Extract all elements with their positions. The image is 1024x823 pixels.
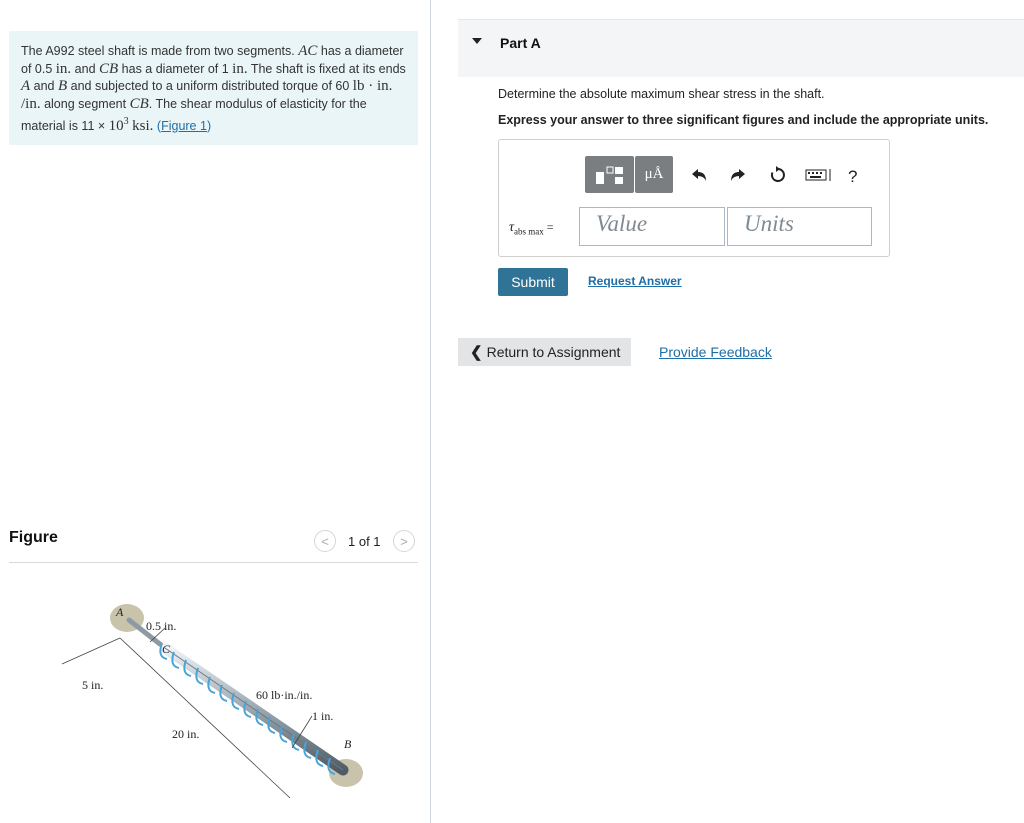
collapse-caret-icon[interactable] [472,38,482,44]
shaft-figure [50,598,380,813]
part-a-header[interactable] [458,19,1024,77]
label-length-cb: 20 in. [172,727,200,741]
problem-text: has a diameter of 1 [121,61,229,76]
label-c: C [162,642,171,656]
undo-icon [691,167,709,183]
chevron-left-icon: ❮ [470,344,483,361]
segment-ac-symbol: AC [298,43,318,59]
dimension-line-ac [62,638,120,664]
redo-button[interactable] [726,164,748,186]
problem-statement: The A992 steel shaft is made from two segments. AC has a diameter of 0.5 in. and CB has a diameter of 1 in. The shaft is fixed at its ends A and B and subjected to a uniform distributed torque of 60 lb · in. /in. along segment CB. The shear modulus of elasticity for the material is $11 \times 10^3$ ksi. (Figure 1) [9,31,418,145]
undo-button[interactable] [689,164,711,186]
label-b: B [344,737,352,751]
answer-box [498,139,890,257]
label-length-ac: 5 in. [82,678,104,692]
modulus-power: $10^3$ [108,116,129,134]
label-diameter-cb: 1 in. [312,709,334,723]
question-text: Determine the absolute maximum shear stress in the shaft. [498,87,825,101]
paren: ( [156,119,162,133]
chevron-left-icon: < [321,533,329,549]
keyboard-button[interactable] [805,164,833,186]
reset-icon [769,166,787,184]
prev-figure-button[interactable] [314,530,336,552]
label-diameter-ac: 0.5 in. [146,619,177,633]
problem-text: The A992 steel shaft is made from two segments. [21,44,295,58]
label-torque: 60 lb·in./in. [256,688,313,702]
problem-text: has a diameter of 0.5 [21,44,404,76]
units-tool-button[interactable] [635,156,673,193]
variable-label: $\tau_{abs max}$ = [509,220,554,237]
label-a: A [116,605,124,619]
problem-text: along segment [44,96,127,111]
problem-panel [0,0,430,823]
torque-unit: lb · in. /in. [21,78,393,112]
return-to-assignment-button[interactable] [458,338,631,366]
unit-in: in. [232,60,248,77]
reset-button[interactable] [767,164,789,186]
end-a-symbol: A [21,78,31,94]
figure-title: Figure [9,529,58,546]
figure-link[interactable]: Figure 1 [161,119,207,133]
keyboard-icon [805,168,833,182]
paren: ) [206,119,212,133]
problem-text: and subjected to a uniform distributed torque of 60 [70,79,350,93]
value-input[interactable]: Value [579,207,725,246]
problem-text: and [33,79,55,93]
part-title: Part A [500,35,541,51]
request-answer-link[interactable]: Request Answer [588,274,682,288]
templates-button[interactable] [585,156,634,193]
segment-cb-symbol: CB [129,95,149,112]
answer-panel [431,0,1024,823]
instruction-text: Express your answer to three significant figures and include the appropriate units. [498,113,989,127]
segment-cb-symbol: CB [99,60,119,77]
units-input[interactable]: Units [727,207,872,246]
end-b-symbol: B [58,78,68,94]
problem-text: The shaft is fixed at its ends [250,61,406,76]
help-button[interactable]: ? [848,167,858,186]
return-label: Return to Assignment [486,344,621,360]
chevron-right-icon: > [400,533,408,549]
submit-button[interactable]: Submit [498,268,568,296]
problem-text: The shear modulus of elasticity for the material is 11 × [21,96,367,133]
problem-text: and [74,61,96,76]
redo-icon [728,167,746,183]
provide-feedback-link[interactable]: Provide Feedback [659,344,772,360]
units-label: μÅ [644,166,664,182]
figure-pager: 1 of 1 [348,534,381,549]
unit-in: in. [55,60,72,77]
unit-ksi: ksi. [132,118,154,134]
next-figure-button[interactable] [393,530,415,552]
templates-icon [594,164,626,186]
figure-header [9,528,418,563]
